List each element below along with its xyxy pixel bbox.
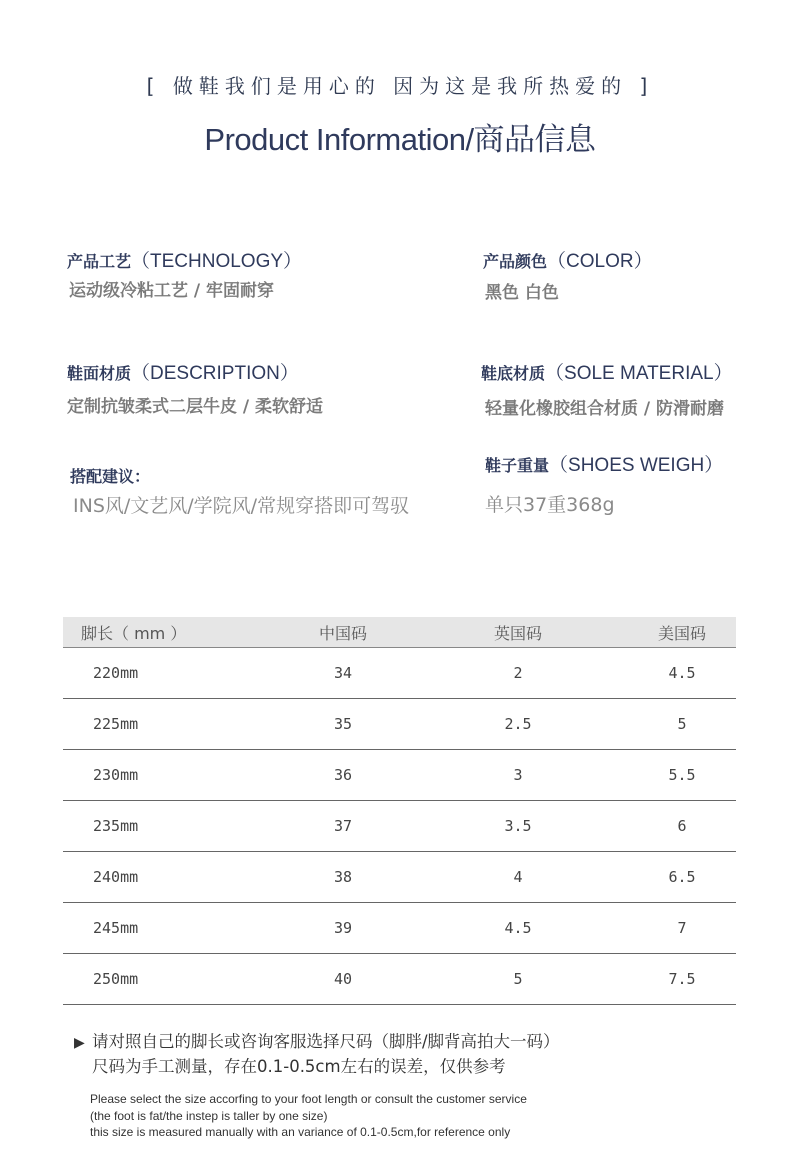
size-note-zh [74,1030,560,1079]
table-row [63,750,736,801]
weight-label-zh: 鞋子重量 [485,456,550,475]
tagline: [ 做鞋我们是用心的 因为这是我所热爱的 ] [146,74,654,98]
cell-us-size: 6 [608,801,736,852]
description-label-en: （DESCRIPTION） [131,363,299,384]
table-row [63,852,736,903]
size-table [63,617,736,1005]
cell-uk-size: 4.5 [428,903,608,954]
color-label-en: （COLOR） [547,251,653,272]
cell-us-size: 5.5 [608,750,736,801]
cell-foot-length: 240mm [63,852,258,903]
cell-cn-size: 34 [258,648,428,699]
weight-value: 单只37重368g [485,494,615,516]
sole-value: 轻量化橡胶组合材质 / 防滑耐磨 [485,399,725,419]
cell-us-size: 7.5 [608,954,736,1005]
size-table-header-row [63,617,736,648]
technology-label [67,246,302,273]
cell-us-size: 5 [608,699,736,750]
description-label-zh: 鞋面材质 [67,364,132,383]
cell-uk-size: 2.5 [428,699,608,750]
style-label [70,464,150,487]
cell-cn-size: 35 [258,699,428,750]
cell-uk-size: 5 [428,954,608,1005]
description-label [67,358,299,385]
style-label-zh: 搭配建议： [70,467,151,486]
cell-us-size: 4.5 [608,648,736,699]
size-note-line1 [74,1030,560,1055]
table-row [63,954,736,1005]
table-row [63,699,736,750]
cell-foot-length: 245mm [63,903,258,954]
cell-uk-size: 2 [428,648,608,699]
cell-foot-length: 235mm [63,801,258,852]
size-note-en-line3: this size is measured manually with an variance of 0.1-0.5cm,for reference only [90,1125,511,1139]
cell-uk-size: 3.5 [428,801,608,852]
sole-label-zh: 鞋底材质 [481,364,546,383]
cell-foot-length: 230mm [63,750,258,801]
size-note-en [90,1091,527,1141]
color-label-zh: 产品颜色 [483,252,548,271]
cell-foot-length: 225mm [63,699,258,750]
cell-foot-length: 250mm [63,954,258,1005]
sole-label-en: （SOLE MATERIAL） [545,363,733,384]
color-label [483,246,653,273]
weight-label [485,450,723,477]
cell-uk-size: 3 [428,750,608,801]
table-row [63,903,736,954]
cell-cn-size: 40 [258,954,428,1005]
page-title: Product Information/商品信息 [204,122,596,157]
play-arrow-icon: ▶ [74,1035,85,1051]
cell-cn-size: 39 [258,903,428,954]
description-value: 定制抗皱柔式二层牛皮 / 柔软舒适 [67,397,324,417]
cell-cn-size: 38 [258,852,428,903]
cell-uk-size: 4 [428,852,608,903]
technology-value: 运动级冷粘工艺 / 牢固耐穿 [69,281,275,301]
technology-label-zh: 产品工艺 [67,252,132,271]
cell-us-size: 6.5 [608,852,736,903]
header-cn-size: 中国码 [258,617,428,648]
cell-cn-size: 36 [258,750,428,801]
size-note-en-line1: Please select the size accorfing to your foot length or consult the customer service [90,1092,527,1106]
header-uk-size: 英国码 [428,617,608,648]
technology-label-en: （TECHNOLOGY） [131,251,303,272]
table-row [63,801,736,852]
size-note-line2: 尺码为手工测量，存在0.1-0.5cm左右的误差，仅供参考 [92,1057,506,1076]
header-us-size: 美国码 [608,617,736,648]
header-foot-length: 脚长（ mm ） [63,617,258,648]
cell-us-size: 7 [608,903,736,954]
color-value: 黑色 白色 [485,283,559,303]
cell-cn-size: 37 [258,801,428,852]
size-note-en-line2: (the foot is fat/the instep is taller by one size) [90,1108,328,1123]
size-note-line1-text: 请对照自己的脚长或咨询客服选择尺码（脚胖/脚背高拍大一码） [92,1032,560,1051]
table-row [63,648,736,699]
cell-foot-length: 220mm [63,648,258,699]
weight-label-en: （SHOES WEIGH） [549,455,724,476]
style-value: INS风/文艺风/学院风/常规穿搭即可驾驭 [73,495,410,517]
sole-label [481,358,733,385]
